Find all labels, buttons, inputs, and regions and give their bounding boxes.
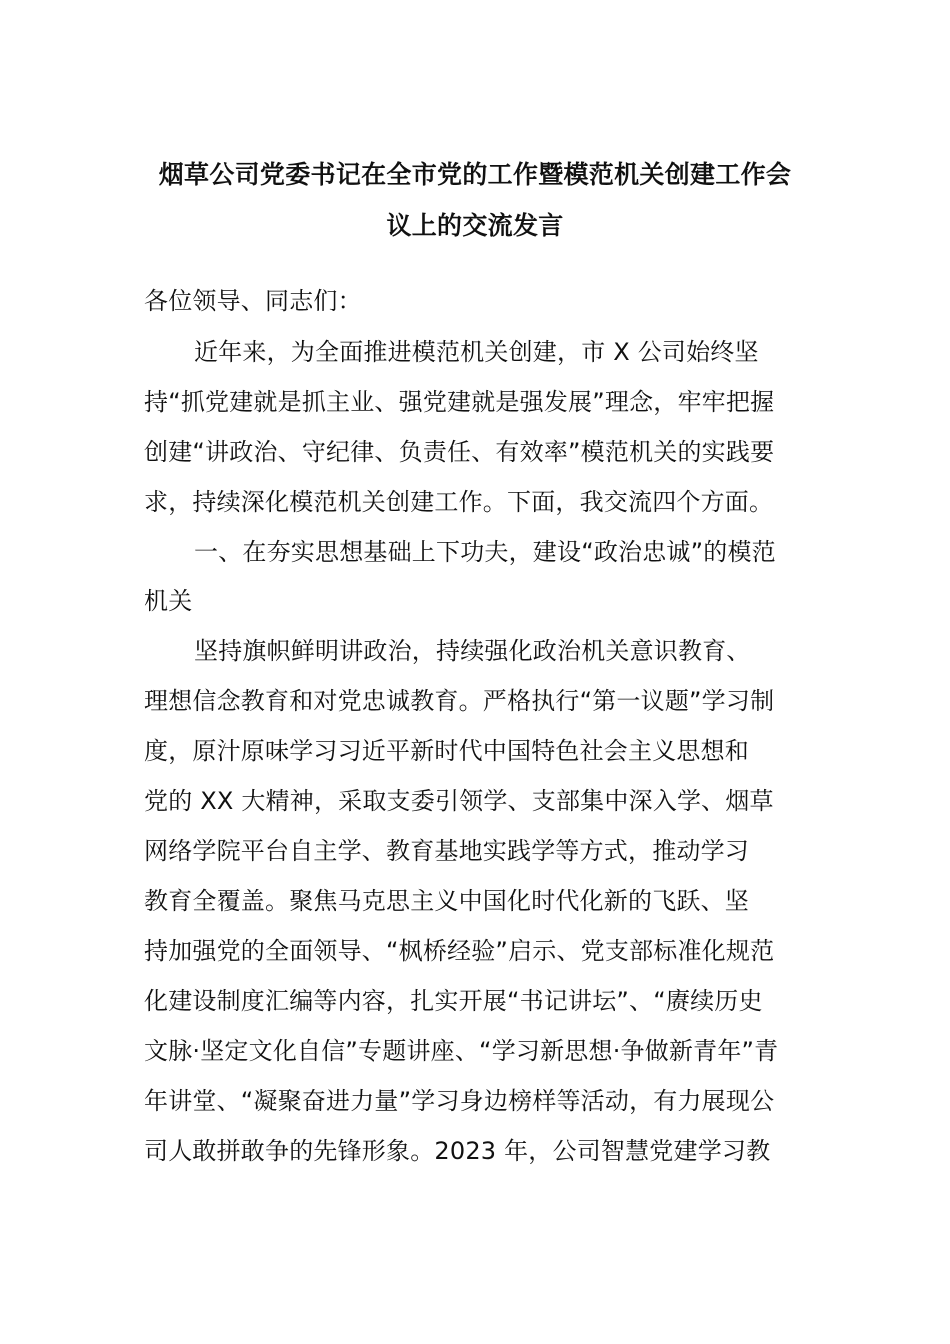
section-heading-line: 一、在夯实思想基础上下功夫，建设“政治忠诚”的模范 [194, 538, 776, 566]
body-line: 教育全覆盖。聚焦马克思主义中国化时代化新的飞跃、坚 [144, 887, 749, 915]
body-line: 求，持续深化模范机关创建工作。下面，我交流四个方面。 [144, 488, 774, 516]
body-line: 司人敢拼敢争的先锋形象。2023 年，公司智慧党建学习教 [144, 1137, 771, 1165]
document-title-line-1: 烟草公司党委书记在全市党的工作暨模范机关创建工作会 [158, 160, 792, 189]
body-line: 化建设制度汇编等内容，扎实开展“书记讲坛”、“赓续历史 [144, 987, 763, 1015]
body-line: 网络学院平台自主学、教育基地实践学等方式，推动学习 [144, 837, 749, 865]
body-line: 度，原汁原味学习习近平新时代中国特色社会主义思想和 [144, 737, 749, 765]
body-line: 持加强党的全面领导、“枫桥经验”启示、党支部标准化规范 [144, 937, 775, 965]
body-line: 近年来，为全面推进模范机关创建，市 X 公司始终坚 [194, 338, 759, 366]
body-line: 理想信念教育和对党忠诚教育。严格执行“第一议题”学习制 [144, 687, 775, 715]
body-line: 文脉·坚定文化自信”专题讲座、“学习新思想·争做新青年”青 [144, 1037, 779, 1065]
body-line: 持“抓党建就是抓主业、强党建就是强发展”理念，牢牢把握 [144, 388, 775, 416]
salutation: 各位领导、同志们： [144, 287, 362, 315]
section-heading-line: 机关 [144, 587, 193, 615]
document-title-line-2: 议上的交流发言 [386, 211, 564, 240]
body-line: 党的 XX 大精神，采取支委引领学、支部集中深入学、烟草 [144, 787, 774, 815]
body-line: 创建“讲政治、守纪律、负责任、有效率”模范机关的实践要 [144, 438, 775, 466]
body-line: 坚持旗帜鲜明讲政治，持续强化政治机关意识教育、 [194, 637, 751, 665]
body-line: 年讲堂、“凝聚奋进力量”学习身边榜样等活动，有力展现公 [144, 1087, 775, 1115]
